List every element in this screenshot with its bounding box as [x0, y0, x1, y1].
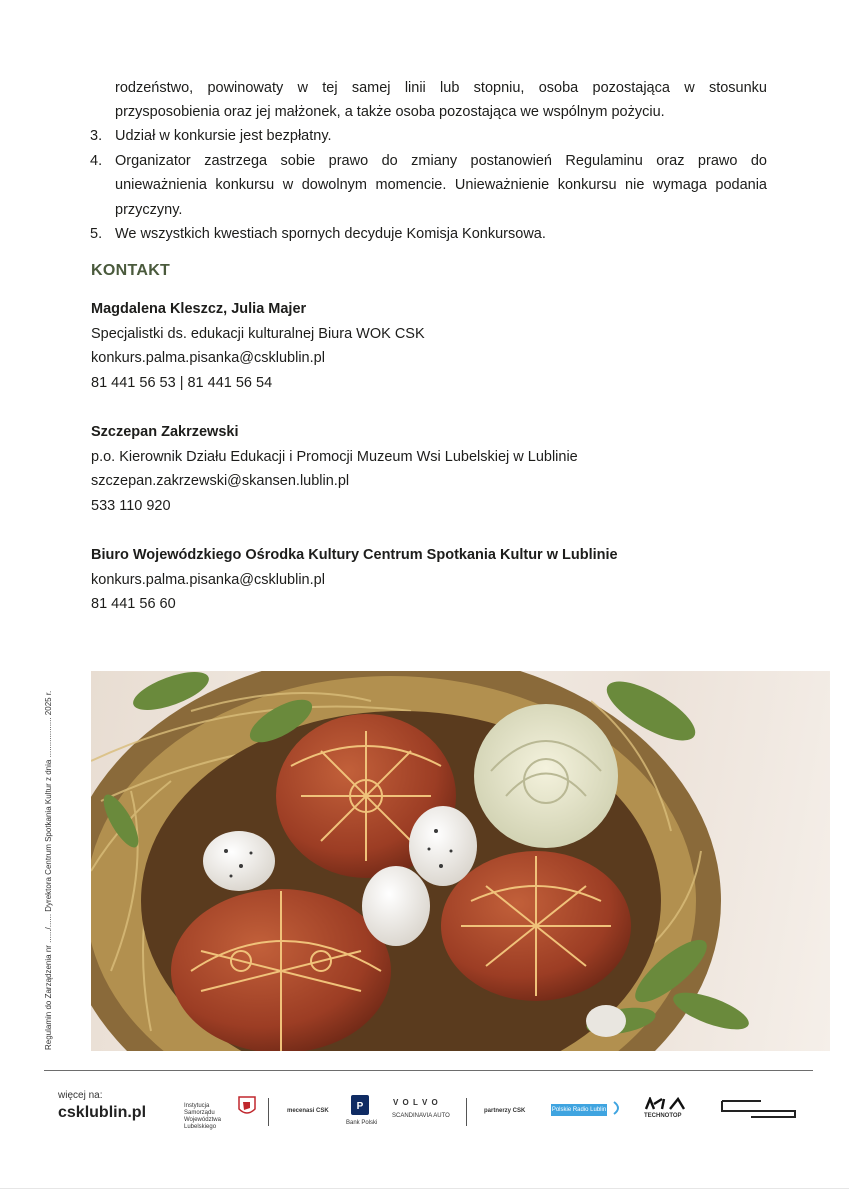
svg-text:P: P [356, 1101, 364, 1112]
rule-number: 3. [90, 128, 103, 144]
mecenasi-label: mecenasi CSK [287, 1108, 329, 1114]
kia-sub: TECHNOTOP [644, 1113, 682, 1119]
footer-site-link[interactable]: csklublin.pl [58, 1104, 147, 1121]
intro-line-1: rodzeństwo, powinowaty w tej samej linii lub stopniu, osoba pozostająca w stosunku [115, 80, 767, 96]
rule-item [90, 149, 767, 223]
side-regulation-note: Regulamin do Zarządzenia nr ....../...... Dyrektora Centrum Spotkania Kultur z dnia .................. 2025 r. [44, 690, 53, 1050]
contact-role: p.o. Kierownik Działu Edukacji i Promocji Muzeum Wsi Lubelskiej w Lublinie [91, 448, 578, 465]
volvo-logo: V O L V O [393, 1098, 439, 1107]
rule-text: We wszystkich kwestiach spornych decyduje Komisja Konkursowa. [115, 226, 546, 242]
rule-number: 4. [90, 152, 103, 169]
contact-group-3 [91, 543, 618, 617]
contact-email[interactable]: konkurs.palma.pisanka@csklublin.pl [91, 571, 325, 588]
rule-text: Udział w konkursie jest bezpłatny. [115, 128, 332, 144]
volvo-sub: SCANDINAVIA AUTO [392, 1113, 450, 1119]
contact-email[interactable]: szczepan.zakrzewski@skansen.lublin.pl [91, 473, 350, 489]
footer-rule [44, 1070, 813, 1071]
footer-divider [268, 1098, 269, 1126]
contact-phone: 533 110 920 [91, 497, 171, 514]
rule-item [90, 124, 767, 149]
voivodeship-crest-icon [238, 1096, 256, 1118]
contact-group-1 [91, 297, 425, 395]
rules-list [90, 124, 767, 247]
page-edge [0, 1188, 849, 1189]
contact-role: Specjalistki ds. edukacji kulturalnej Biura WOK CSK [91, 325, 425, 342]
rule-item [90, 222, 767, 247]
partners-label: partnerzy CSK [484, 1108, 526, 1114]
contact-phone: 81 441 56 60 [91, 596, 176, 612]
bank-label: Bank Polski [346, 1120, 378, 1126]
partner-mark-icon [721, 1099, 797, 1119]
contact-group-2 [91, 420, 578, 518]
easter-eggs-illustration [91, 671, 830, 1051]
footer-divider [466, 1098, 467, 1126]
white-rose [474, 704, 618, 848]
intro-line-2: przysposobienia oraz jej małżonek, a także osoba pozostająca we wspólnym pożyciu. [115, 104, 665, 120]
rule-number: 5. [90, 226, 103, 242]
footer-more-label: więcej na: [58, 1090, 103, 1101]
easter-eggs-photo [91, 671, 830, 1051]
contact-name: Biuro Wojewódzkiego Ośrodka Kultury Centrum Spotkania Kultur w Lublinie [91, 547, 618, 563]
kia-logo-icon [644, 1097, 686, 1111]
painted-egg [171, 889, 391, 1051]
painted-egg [441, 851, 631, 1001]
contact-phone: 81 441 56 53 | 81 441 56 54 [91, 374, 273, 391]
sponsor-label: Instytucja Samorządu Województwa Lubelskiego [184, 1103, 221, 1130]
rule-text: Organizator zastrzega sobie prawo do zmiany postanowień Regulaminu oraz prawo do unieważnienia konkursu w dowolnym momencie. Unieważnienie konkursu nie wymaga podania przyczyny. [115, 152, 767, 218]
contact-name: Magdalena Kleszcz, Julia Majer [91, 301, 307, 317]
contact-email[interactable]: konkurs.palma.pisanka@csklublin.pl [91, 350, 325, 366]
contact-name: Szczepan Zakrzewski [91, 424, 239, 440]
radio-lublin-logo: Polskie Radio Lublin [551, 1104, 607, 1116]
bank-logo-icon [350, 1094, 370, 1116]
radio-arc-icon [612, 1100, 624, 1116]
contact-heading: KONTAKT [91, 262, 171, 279]
catkin [586, 1005, 626, 1037]
